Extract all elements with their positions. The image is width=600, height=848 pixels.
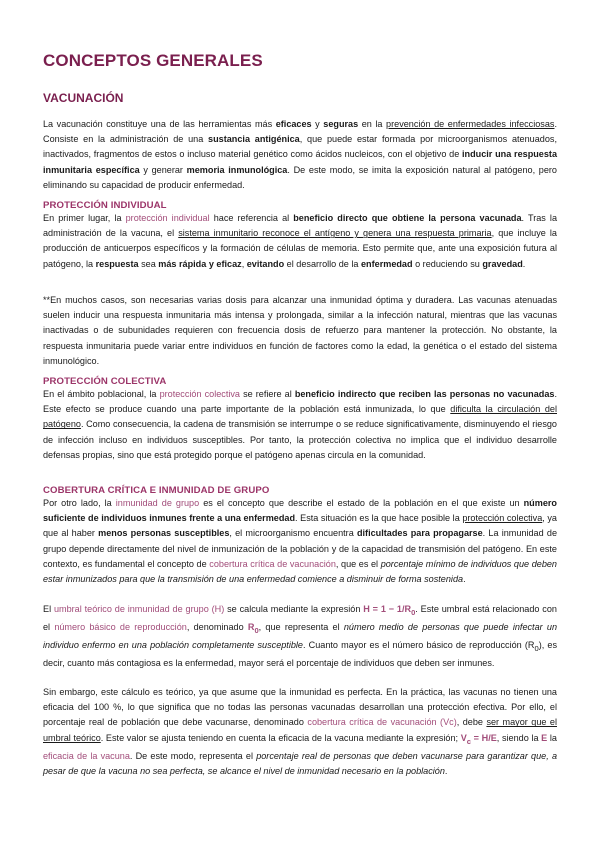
heading-proteccion-colectiva: PROTECCIÓN COLECTIVA <box>43 376 167 387</box>
colectiva-paragraph: En el ámbito poblacional, la protección colectiva se refiere al beneficio indirecto que reciben las personas no vacunadas. Este efecto se produce cuando una parte importante de la población está inmunizada, lo que dificulta la circulación del patógeno. Como consecuencia, la cadena de transmisión se interrumpe o se reduce significativamente, disminuyendo el riesgo de infección incluso en individuos susceptibles. Por tanto, la protección colectiva no implica que el individuo desarrolle defensas propias, sino que está protegido porque el patógeno apenas circula en la comunidad. <box>43 389 557 460</box>
umbral-paragraph: El umbral teórico de inmunidad de grupo (H) se calcula mediante la expresión $H = 1 - 1/R_0$. Este umbral está relacionado con el número básico de reproducción, denominado $R_0$, que representa el número medio de personas que puede infectar un individuo enfermo en una población completamente susceptible. Cuanto mayor es el número básico de reproducción $(R_0)$, es decir, cuanto más contagiosa es la enfermedad, mayor será el porcentaje de individuos que deben ser inmunes. <box>43 604 558 669</box>
note-paragraph: **En muchos casos, son necesarias varias dosis para alcanzar una inmunidad óptima y duradera. Las vacunas atenuadas suelen inducir una respuesta inmunitaria más intensa y prolongada, similar a la infección natural, mientras que las vacunas inactivadas o de subunidades requieren con frecuencia dosis de refuerzo para mantener la protección. No obstante, la respuesta inmunitaria puede variar entre individuos en función de factores como la edad, la genética o el estado del sistema inmunológico. <box>43 295 557 366</box>
cobertura-paragraph: Por otro lado, la inmunidad de grupo es el concepto que describe el estado de la población en el que existe un número suficiente de individuos inmunes frente a una enfermedad. Esta situación es la que hace posible la protección colectiva, ya que al haber menos personas susceptibles, el microorganismo encuentra dificultades para propagarse. La inmunidad de grupo depende directamente del nivel de inmunización de la población y de la capacidad de transmisión del patógeno. En este contexto, es fundamental el concepto de cobertura crítica de vacunación, que es el porcentaje mínimo de individuos que deben estar inmunizados para que la transmisión de una enfermedad comience a disminuir de forma sostenida. <box>43 498 557 585</box>
page-title: CONCEPTOS GENERALES <box>43 51 263 70</box>
final-paragraph: Sin embargo, este cálculo es teórico, ya que asume que la inmunidad es perfecta. En la práctica, las vacunas no tienen una eficacia del 100 %, lo que significa que no todas las personas vacunadas desarrollan una protección efectiva. Por ello, el porcentaje real de población que debe vacunarse, denominado cobertura crítica de vacunación (Vc), debe ser mayor que el umbral teórico. Este valor se ajusta teniendo en cuenta la eficacia de la vacuna mediante la expresión; $V_c = H/E$, siendo la E la eficacia de la vacuna. De este modo, representa el porcentaje real de personas que deben vacunarse para garantizar que, a pesar de que la vacuna no sea perfecta, se alcance el nivel de inmunidad necesario en la población. <box>43 687 557 776</box>
formula-vc: $V_c = H/E$ <box>460 732 497 746</box>
formula-h: $H = 1 - 1/R_0$ <box>363 604 416 617</box>
section-title-vacunacion: VACUNACIÓN <box>43 91 124 105</box>
individual-paragraph: En primer lugar, la protección individual hace referencia al beneficio directo que obtiene la persona vacunada. Tras la administración de la vacuna, el sistema inmunitario reconoce el antígeno y genera una respuesta primaria, que incluye la producción de anticuerpos específicos y la formación de células de memoria. Esto permite que, ante una exposición futura al patógeno, la respuesta sea más rápida y eficaz, evitando el desarrollo de la enfermedad o reduciendo su gravedad. <box>43 213 558 269</box>
heading-proteccion-individual: PROTECCIÓN INDIVIDUAL <box>43 200 167 211</box>
intro-paragraph: La vacunación constituye una de las herramientas más eficaces y seguras en la prevención de enfermedades infecciosas. Consiste en la administración de una sustancia antigénica, que puede estar formada por microorganismos atenuados, inactivados, fragmentos de estos o incluso material genético como ácidos nucleicos, con el objetivo de inducir una respuesta inmunitaria específica y generar memoria inmunológica. De este modo, se imita la exposición natural al patógeno, pero eliminando su capacidad de producir enfermedad. <box>43 119 557 190</box>
heading-cobertura-critica: COBERTURA CRÍTICA E INMUNIDAD DE GRUPO <box>43 485 270 496</box>
